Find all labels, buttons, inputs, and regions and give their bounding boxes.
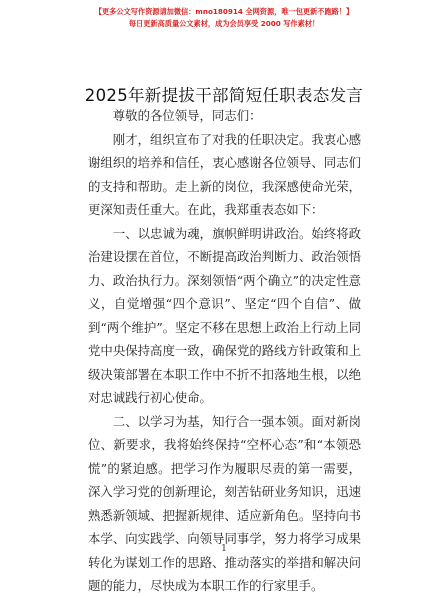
salutation: 尊敬的各位领导，同志们： xyxy=(112,108,262,123)
document-title: 2025年新提拔干部简短任职表态发言 xyxy=(84,86,364,105)
banner-line-1: 【更多公文写作资源请加微信：mno180914 全网资源，唯一包更新不跑路！】 xyxy=(94,7,354,16)
banner-line-2: 每日更新高质量公文素材，成为会员享受 2000 写作素材！ xyxy=(128,19,320,28)
paragraph-intro: 刚才，组织宣布了对我的任职决定。我衷心感谢组织的培养和信任，衷心感谢各位领导、同志们的支持和帮助。走上新的岗位，我深感使命光荣，更深知责任重大。在此，我郑重表态如下： xyxy=(88,131,361,217)
paragraph-point-1: 一、以忠诚为魂，旗帜鲜明讲政治。始终将政治建设摆在首位，不断提高政治判断力、政治领悟力、政治执行力。深刻领悟“两个确立”的决定性意义，自觉增强“四个意识”、坚定“四个自信”、做到“两个维护”。坚定不移在思想上政治上行动上同党中央保持高度一致，确保党的路线方针政策和上级决策部署在本职工作中不折不扣落地生根，以绝对忠诚践行初心使命。 xyxy=(88,225,361,405)
document-body xyxy=(88,104,361,598)
page-number: 1 xyxy=(221,544,227,554)
promo-banner xyxy=(0,6,448,30)
paragraph-point-2: 二、以学习为基，知行合一强本领。面对新岗位、新要求，我将始终保持“空杯心态”和“本领恐慌”的紧迫感。把学习作为履职尽责的第一需要，深入学习党的创新理论，刻苦钻研业务知识，迅速熟悉新领域、把握新规律、适应新角色。坚持向书本学、向实践学、向领导同事学，努力将学习成果转化为谋划工作的思路、推动落实的举措和解决问题的能力，尽快成为本职工作的行家里手。 xyxy=(88,413,361,593)
